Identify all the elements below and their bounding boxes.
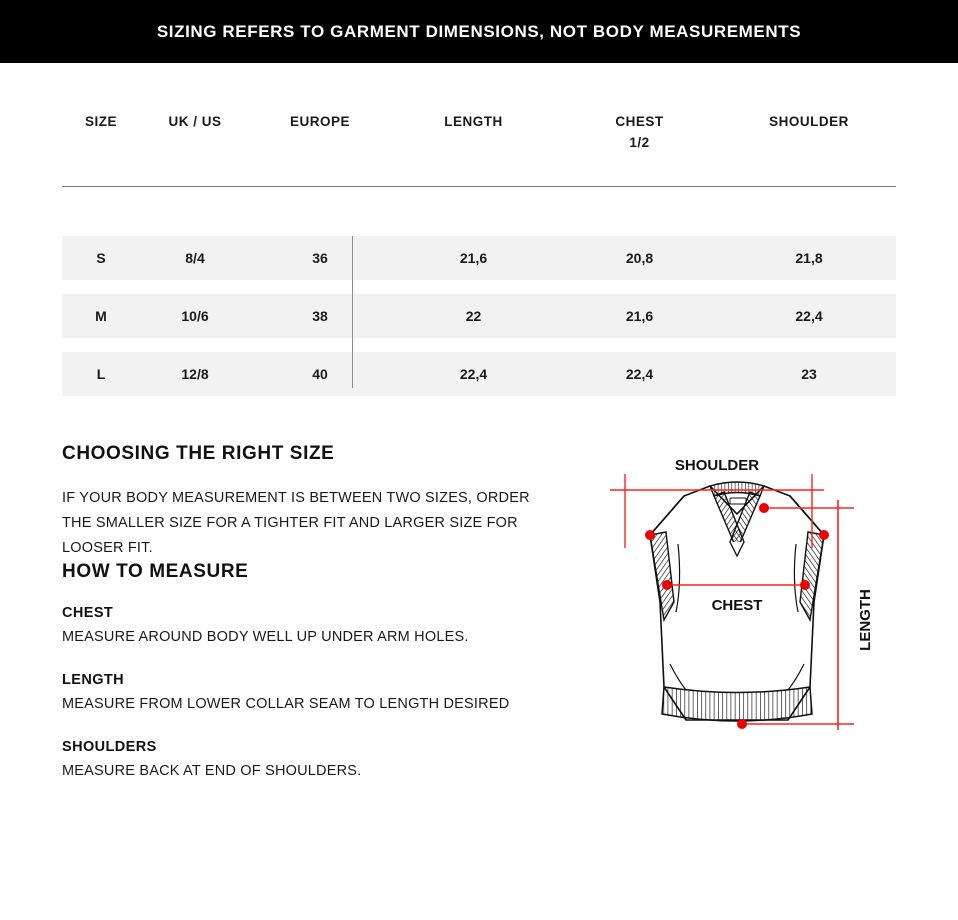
table-row bbox=[62, 352, 896, 396]
cell-size: M bbox=[95, 308, 107, 324]
measure-title-length: LENGTH bbox=[62, 672, 125, 688]
length-label: LENGTH bbox=[857, 589, 874, 651]
measure-block-length bbox=[62, 672, 562, 717]
info-section bbox=[62, 443, 562, 784]
measure-block-chest bbox=[62, 605, 562, 650]
garment-measurement-diagram bbox=[592, 452, 952, 762]
notice-banner bbox=[0, 0, 958, 63]
brand-label-tag bbox=[730, 498, 746, 504]
measure-text-shoulders: MEASURE BACK AT END OF SHOULDERS. bbox=[62, 763, 362, 779]
cell-length: 22,4 bbox=[459, 366, 488, 382]
measure-title-chest: CHEST bbox=[62, 605, 114, 621]
cell-size: S bbox=[96, 250, 106, 266]
cell-uk-us: 12/8 bbox=[181, 366, 209, 382]
size-table bbox=[62, 95, 896, 174]
marker-chest-right bbox=[800, 580, 810, 590]
marker-right-shoulder-point bbox=[819, 530, 829, 540]
table-header-row bbox=[62, 95, 896, 174]
cell-chest: 21,6 bbox=[625, 308, 654, 324]
column-header-chest: CHEST 1/2 bbox=[557, 95, 722, 174]
cell-europe: 36 bbox=[312, 250, 328, 266]
column-header-size: SIZE bbox=[84, 114, 117, 129]
table-row bbox=[62, 294, 896, 338]
cell-uk-us: 8/4 bbox=[185, 250, 205, 266]
marker-left-shoulder-point bbox=[645, 530, 655, 540]
cell-size: L bbox=[96, 366, 106, 382]
marker-neck-shoulder-point bbox=[759, 503, 769, 513]
choosing-size-heading: CHOOSING THE RIGHT SIZE bbox=[62, 443, 335, 464]
cell-shoulder: 23 bbox=[801, 366, 817, 382]
column-header-shoulder: SHOULDER bbox=[769, 114, 849, 129]
cell-uk-us: 10/6 bbox=[181, 308, 209, 324]
chest-label: CHEST bbox=[711, 597, 763, 614]
table-row bbox=[62, 236, 896, 280]
column-header-chest-sub: 1/2 bbox=[629, 135, 650, 150]
column-header-length: LENGTH bbox=[444, 114, 503, 129]
shoulder-label: SHOULDER bbox=[674, 457, 760, 474]
cell-shoulder: 22,4 bbox=[795, 308, 823, 324]
cell-chest: 22,4 bbox=[625, 366, 654, 382]
choosing-size-body: IF YOUR BODY MEASUREMENT IS BETWEEN TWO SIZES, ORDER THE SMALLER SIZE FOR A TIGHTER FIT AND LARGER SIZE FOR LOOSER FIT. bbox=[62, 490, 530, 556]
measure-text-chest: MEASURE AROUND BODY WELL UP UNDER ARM HOLES. bbox=[62, 629, 469, 645]
banner-title: SIZING REFERS TO GARMENT DIMENSIONS, NOT BODY MEASUREMENTS bbox=[156, 21, 802, 41]
header-divider-rule bbox=[62, 186, 896, 187]
measure-block-shoulders bbox=[62, 739, 562, 784]
marker-chest-left bbox=[662, 580, 672, 590]
table-column-divider bbox=[352, 236, 353, 388]
measure-title-shoulders: SHOULDERS bbox=[62, 739, 157, 755]
how-to-measure-heading: HOW TO MEASURE bbox=[62, 561, 249, 582]
marker-hem-bottom bbox=[737, 719, 747, 729]
cell-chest: 20,8 bbox=[625, 250, 654, 266]
column-header-europe: EUROPE bbox=[289, 114, 350, 129]
cell-europe: 40 bbox=[312, 366, 328, 382]
cell-length: 22 bbox=[465, 308, 482, 324]
size-table-body bbox=[62, 236, 896, 410]
cell-shoulder: 21,8 bbox=[795, 250, 823, 266]
cell-europe: 38 bbox=[312, 308, 328, 324]
cell-length: 21,6 bbox=[459, 250, 488, 266]
measure-text-length: MEASURE FROM LOWER COLLAR SEAM TO LENGTH DESIRED bbox=[62, 696, 510, 712]
column-header-uk-us: UK / US bbox=[168, 114, 222, 129]
